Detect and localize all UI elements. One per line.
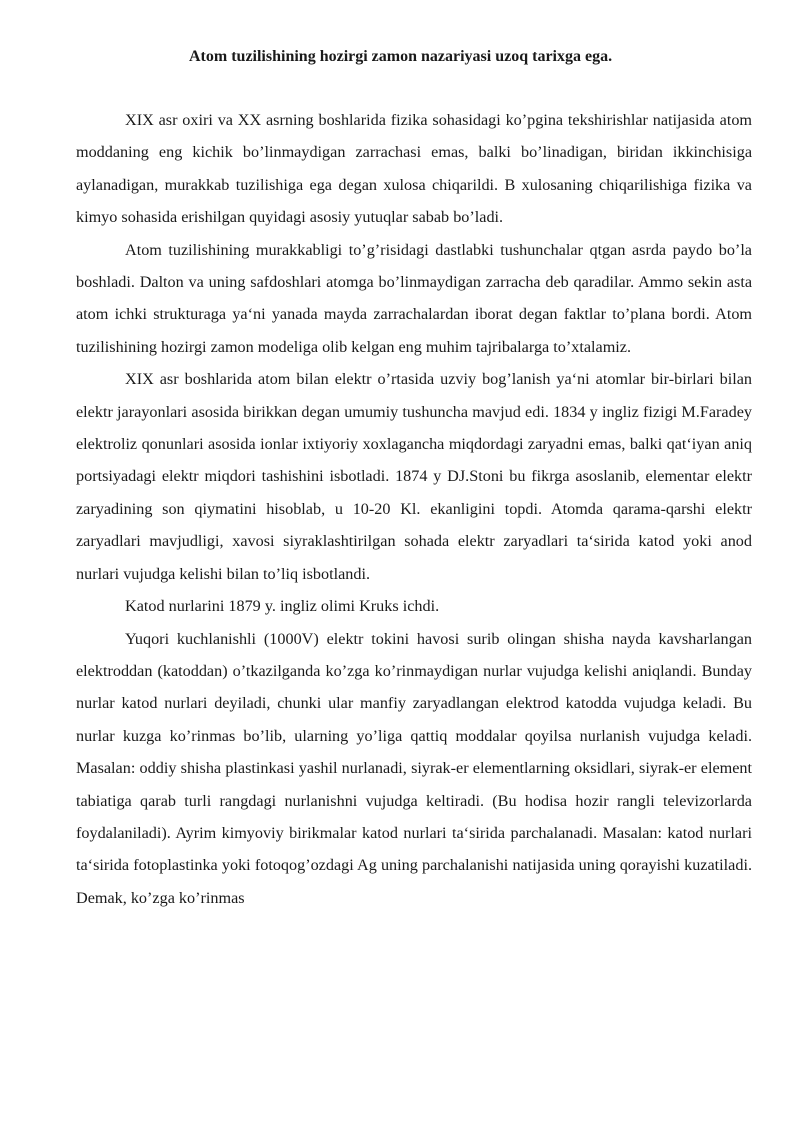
document-title: Atom tuzilishining hozirgi zamon nazariyasi uzoq tarixga ega. bbox=[189, 48, 613, 65]
paragraph-5: Yuqori kuchlanishli (1000V) elektr tokini havosi surib olingan shisha nayda kavsharlangan elektroddan (katoddan) o’tkazilganda ko’zga ko’rinmaydigan nurlar vujudga kelishi aniqlandi. Bunday nurlar katod nurlari deyiladi, chunki ular manfiy zaryadlangan elektrod katodda vujudga keladi. Bu nurlar kuzga ko’rinmas bo’lib, ularning yo’liga qattiq moddalar qoyilsa nurlanish vujudga keladi. Masalan: oddiy shisha plastinkasi yashil nurlanadi, siyrak-er elementlarning oksidlari, siyrak-er element tabiatiga qarab turli rangdagi nurlanishni vujudga keltiradi. (Bu hodisa hozir rangli televizorlarda foydalaniladi). Ayrim kimyoviy birikmalar katod nurlari ta‘sirida parchalanadi. Masalan: katod nurlari ta‘sirida fotoplastinka yoki fotoqog’ozdagi Ag uning parchalanishi natijasida uning qorayishi kuzatiladi. Demak, ko’zga ko’rinmas bbox=[76, 629, 752, 907]
paragraph-3: XIX asr boshlarida atom bilan elektr o’rtasida uzviy bog’lanish ya‘ni atomlar bir-birlari bilan elektr jarayonlari asosida birikkan degan umumiy tushuncha mavjud edi. 1834 y ingliz fizigi M.Faradey elektroliz qonunlari asosida ionlar ixtiyoriy xoxlagancha miqdordagi zaryadni emas, balki qat‘iyan aniq portsiyadagi elektr miqdori tashishini isbotladi. 1874 y DJ.Stoni bu fikrga asoslanib, elementar elektr zaryadining son qiymatini hisoblab, u 10-20 Kl. ekanligini topdi. Atomda qarama-qarshi elektr zaryadlari mavjudligi, xavosi siyraklashtirilgan sohada elektr zaryadlari ta‘sirida katod yoki anod nurlari vujudga kelishi bilan to’liq isbotlandi. bbox=[76, 370, 752, 583]
paragraph-2: Atom tuzilishining murakkabligi to’g’risidagi dastlabki tushunchalar qtgan asrda paydo bo’la boshladi. Dalton va uning safdoshlari atomga bo’linmaydigan zarracha deb qaradilar. Ammo sekin asta atom ichki strukturaga ya‘ni yanada mayda zarrachalardan iborat degan faktlar to’plana bordi. Atom tuzilishining hozirgi zamon modeliga olib kelgan eng muhim tajribalarga to’xtalamiz. bbox=[76, 240, 752, 356]
paragraph-4: Katod nurlarini 1879 y. ingliz olimi Kruks ichdi. bbox=[125, 597, 440, 616]
paragraph-1: XIX asr oxiri va XX asrning boshlarida fizika sohasidagi ko’pgina tekshirishlar natijasida atom moddaning eng kichik bo’linmaydigan zarrachasi emas, balki bo’linadigan, biridan ikkinchisiga aylanadigan, murakkab tuzilishiga ega degan xulosa chiqarildi. B xulosaning chiqarilishiga fizika va kimyo sohasida erishilgan quyidagi asosiy yutuqlar sabab bo’ladi. bbox=[76, 111, 752, 227]
document-page bbox=[76, 46, 752, 914]
